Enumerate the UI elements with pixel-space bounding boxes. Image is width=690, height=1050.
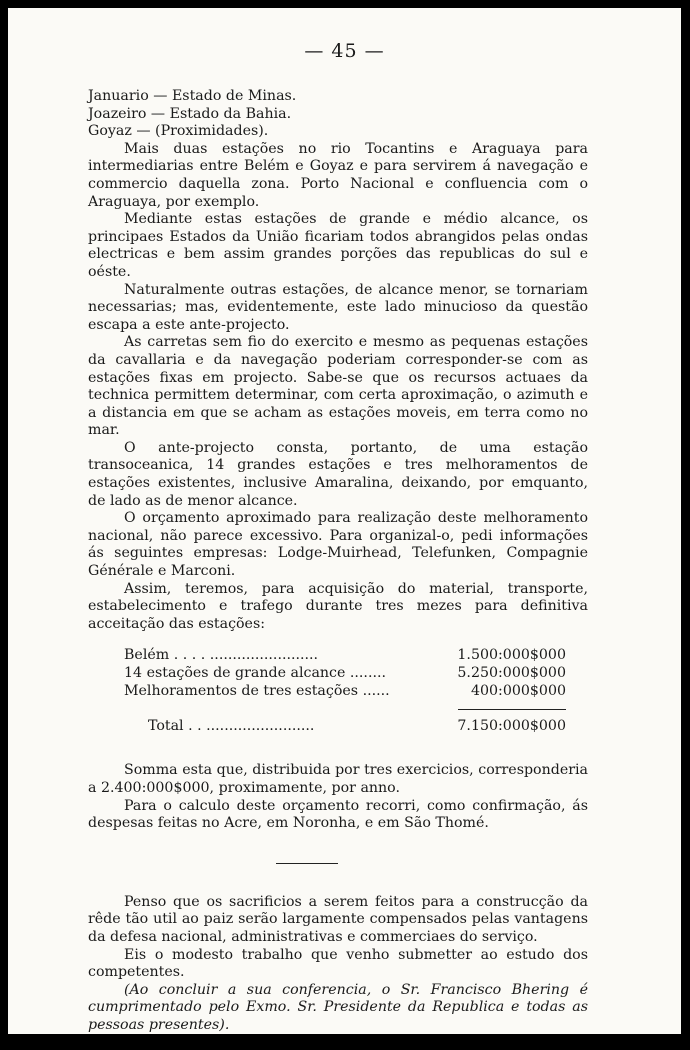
page-number: — 45 — [304, 40, 385, 62]
budget-desc: Belém . . . . ........................ [124, 647, 319, 664]
section-divider [276, 863, 338, 864]
paragraph: Mais duas estações no rio Tocantins e Araguaya para intermediarias entre Belém e Goyaz e para servirem á navegação e commercio daquella zona. Porto Nacional e confluencia com o Araguaya, por exemplo. [88, 140, 588, 210]
total-label: Total . . ........................ [148, 718, 315, 735]
paragraph: Eis o modesto trabalho que venho submetter ao estudo dos competentes. [88, 946, 588, 981]
paragraph: O ante-projecto consta, portanto, de uma estação transoceanica, 14 grandes estações e tres melhoramentos de estações existentes, inclusive Amaralina, deixando, por emquanto, de lado as de menor alcance. [88, 439, 588, 509]
paragraph: Mediante estas estações de grande e médio alcance, os principaes Estados da União ficariam todos abrangidos pelas ondas electricas e bem assim grandes porções das republicas do sul e oéste. [88, 211, 588, 280]
budget-desc: 14 estações de grande alcance ........ [124, 665, 386, 682]
list-item: Januario — Estado de Minas. [88, 88, 297, 104]
total-rule [458, 709, 566, 710]
list-item: Goyaz — (Proximidades). [88, 123, 269, 140]
closing-note: (Ao concluir a sua conferencia, o Sr. Francisco Bhering é cumprimentado pelo Exmo. Sr. Presidente da Republica e todas as pessoas presentes). [88, 981, 588, 1033]
table-row [124, 683, 566, 701]
paragraph: Naturalmente outras estações, de alcance menor, se tornariam necessarias; mas, evidentemente, este lado minucioso da questão escapa a este ante-projecto. [88, 281, 588, 333]
total-value: 7.150:000$000 [457, 718, 566, 735]
total-row [124, 718, 566, 736]
paragraph: O orçamento aproximado para realização deste melhoramento nacional, não parece excessivo. Para organizal-o, pedi informações ás seguintes empresas: Lodge-Muirhead, Telefunken, Compagnie Générale e Marconi. [88, 510, 588, 580]
page-body [88, 88, 588, 1034]
document-page [8, 8, 681, 1034]
paragraph: Penso que os sacrificios a serem feitos para a construcção da rêde tão util ao paiz serão largamente compensados pelas vantagens da defesa nacional, administrativas e commerciaes do serviço. [88, 893, 588, 945]
paragraph: As carretas sem fio do exercito e mesmo as pequenas estações da cavallaria e da navegação poderiam corresponder-se com as estações fixas em projecto. Sabe-se que os recursos actuaes da technica permittem determinar, com certa aproximação, o azimuth e a distancia em que se acham as estações moveis, em terra como no mar. [88, 334, 588, 439]
list-item: Joazeiro — Estado da Bahia. [88, 105, 292, 122]
budget-value: 400:000$000 [470, 683, 566, 700]
paragraph: Assim, teremos, para acquisição do material, transporte, estabelecimento e trafego durante tres mezes para definitiva acceitação das estações: [88, 580, 588, 632]
table-row [124, 647, 566, 665]
budget-value: 5.250:000$000 [457, 665, 566, 682]
table-row [124, 665, 566, 683]
budget-value: 1.500:000$000 [457, 647, 566, 664]
budget-desc: Melhoramentos de tres estações ...... [124, 683, 390, 700]
paragraph: Para o calculo deste orçamento recorri, como confirmação, ás despesas feitas no Acre, em Noronha, e em São Thomé. [88, 797, 588, 832]
budget-table [124, 647, 566, 736]
paragraph: Somma esta que, distribuida por tres exercicios, corresponderia a 2.400:000$000, proximamente, por anno. [88, 762, 588, 796]
